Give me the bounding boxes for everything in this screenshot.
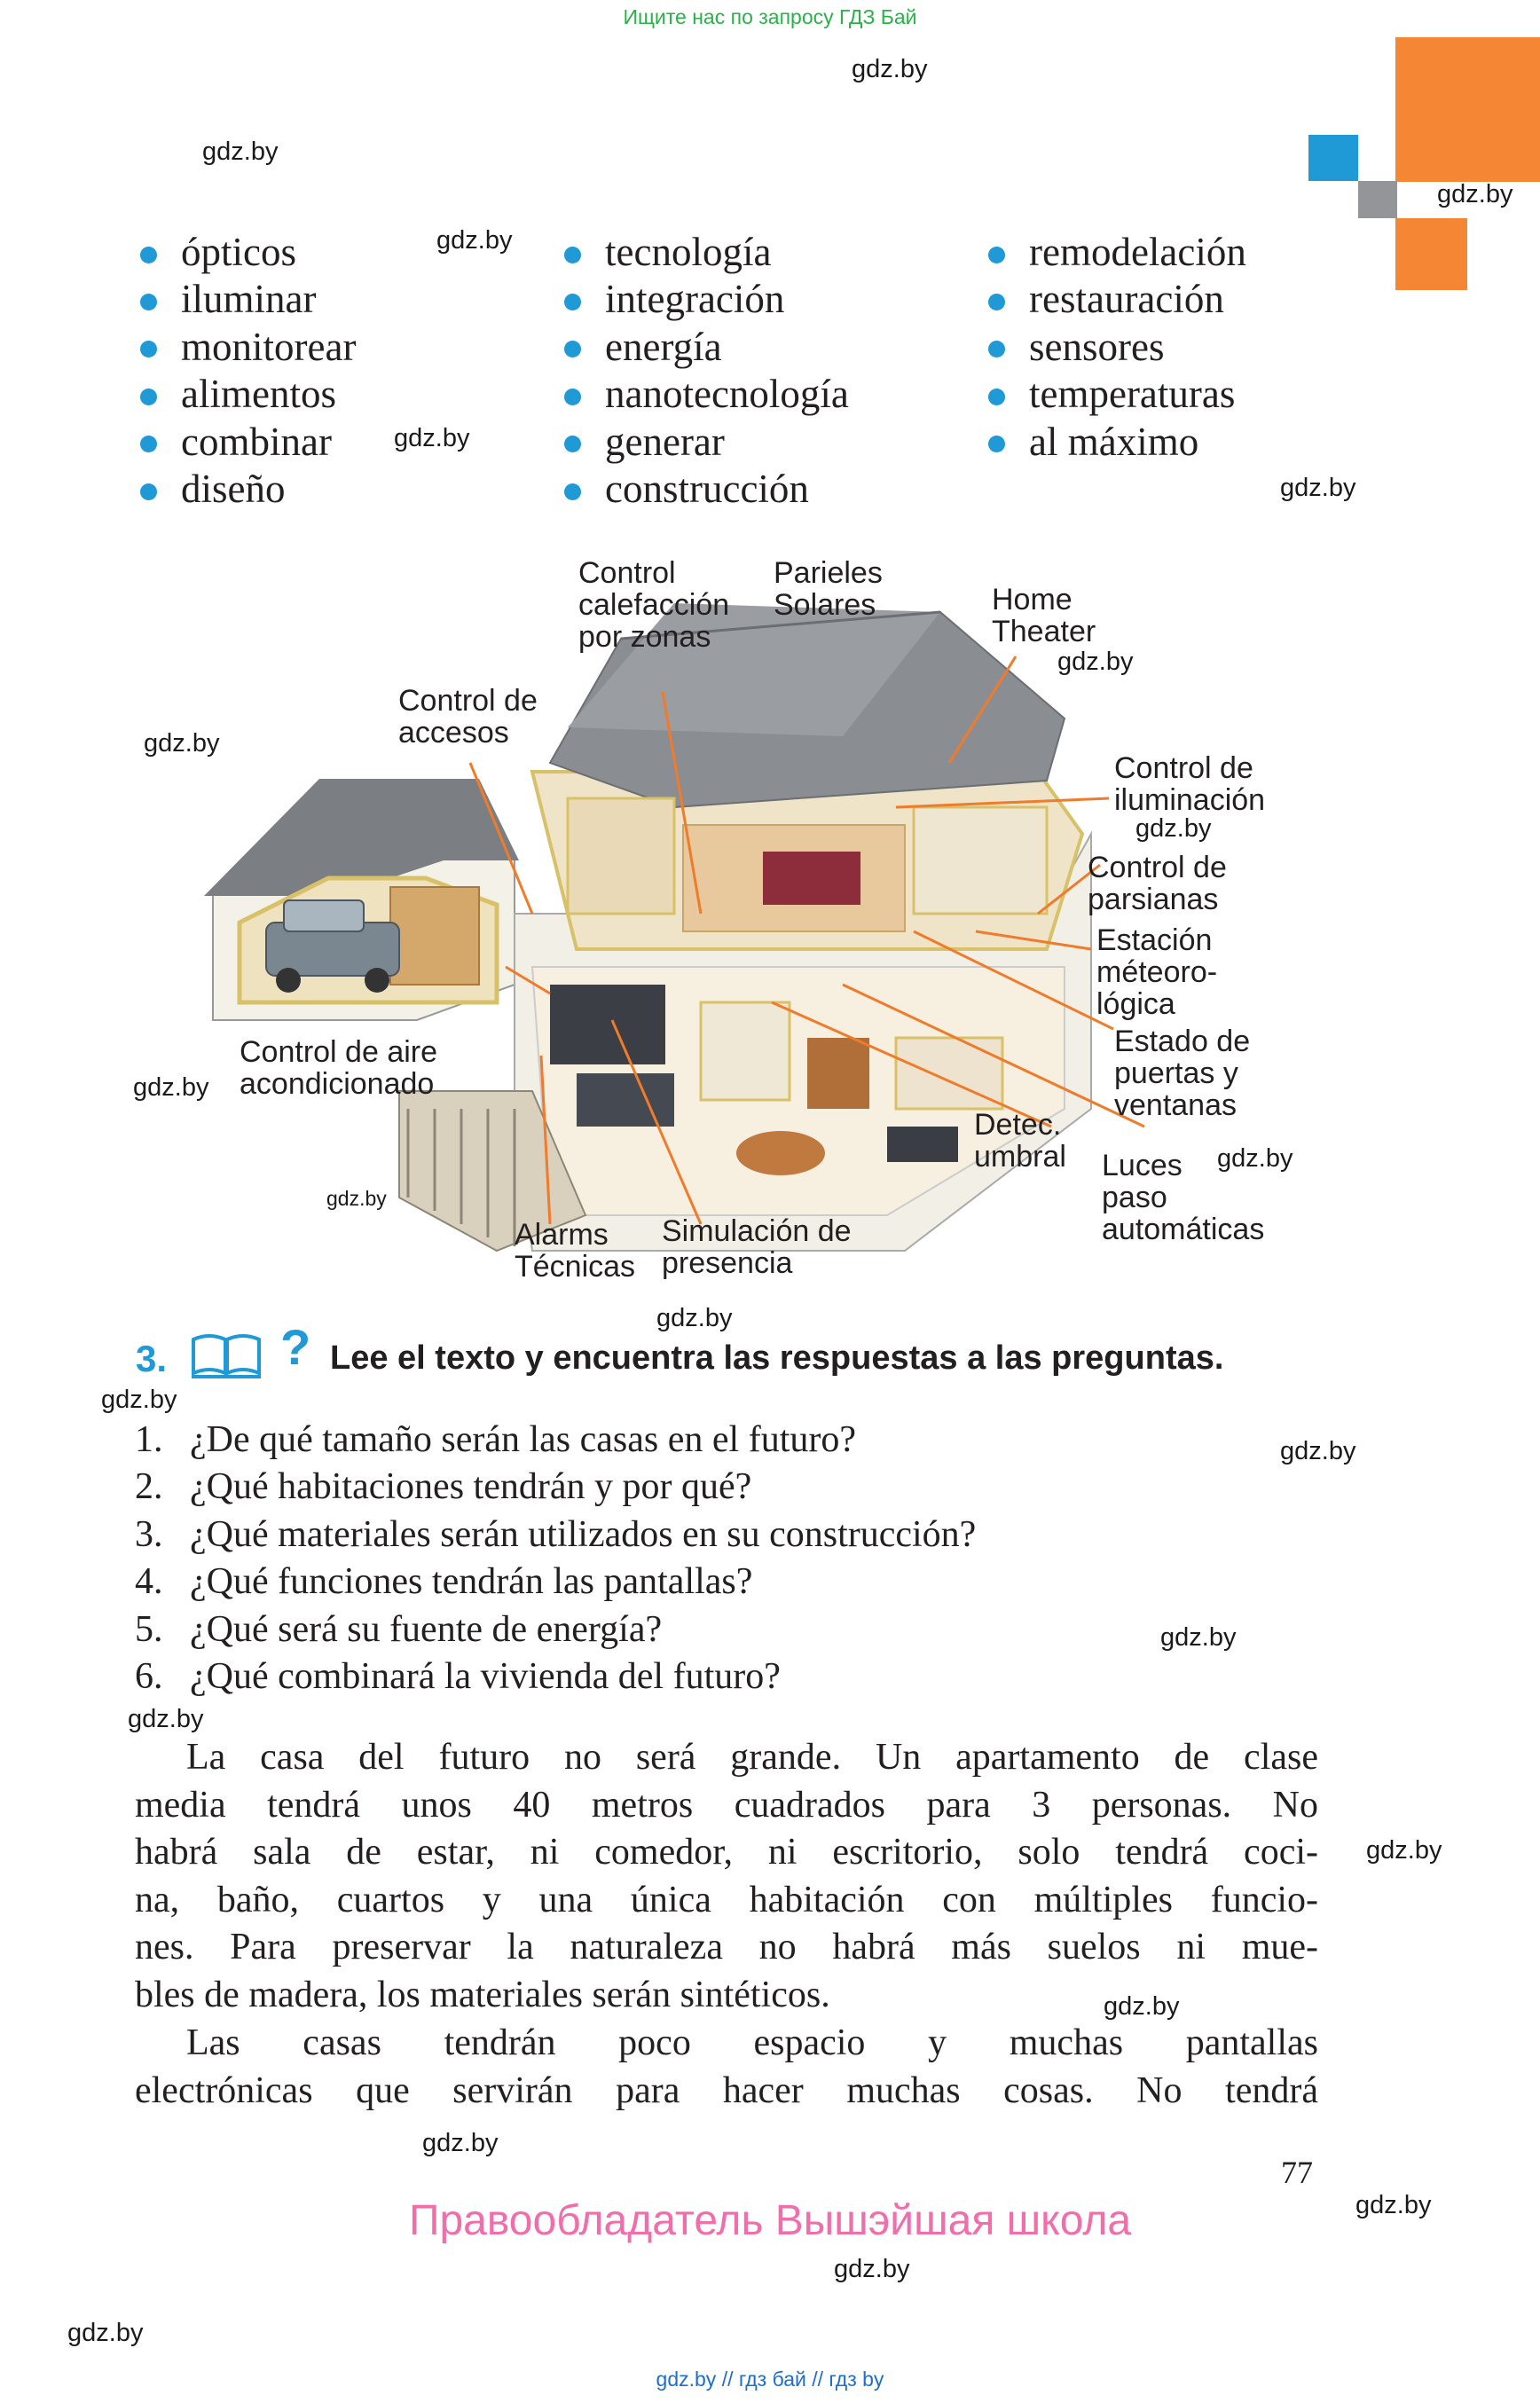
paragraph-2: Las casas tendrán poco espacio y muchas pantallas electrónicas que servirán para hacer muchas cosas. No tendrá xyxy=(135,2022,1318,2111)
word-item: iluminar xyxy=(140,276,356,323)
smart-house-diagram xyxy=(0,541,1540,1304)
label-home-theater: Home Theater xyxy=(992,583,1096,648)
word-item: monitorear xyxy=(140,324,356,371)
top-notice: Ищите нас по запросу ГДЗ Бай xyxy=(623,5,917,28)
copyright-notice: Правообладатель Вышэйшая школа xyxy=(408,2197,1132,2244)
bullet-dot-icon xyxy=(140,483,157,500)
bullet-dot-icon xyxy=(564,247,581,263)
exercise-number: 3. xyxy=(136,1338,168,1379)
label-control-accesos: Control de accesos xyxy=(398,684,538,750)
bullet-dot-icon xyxy=(988,294,1005,310)
word-item: construcción xyxy=(564,466,849,513)
watermark: gdz.by xyxy=(1437,180,1513,208)
watermark: gdz.by xyxy=(1104,1992,1180,2021)
decor-gray-square xyxy=(1358,181,1397,218)
house-illustration xyxy=(0,541,1540,1304)
watermark: gdz.by xyxy=(422,2129,499,2157)
label-paneles-solares: Parieles Solares xyxy=(774,556,883,622)
question-item: 6. ¿Qué combinará la vivienda del futuro? xyxy=(135,1655,781,1697)
bullet-dot-icon xyxy=(988,436,1005,452)
label-control-aire: Control de aire acondicionado xyxy=(240,1035,438,1101)
watermark: gdz.by xyxy=(1160,1623,1237,1652)
bullet-dot-icon xyxy=(564,389,581,405)
question-item: 2. ¿Qué habitaciones tendrán y por qué? xyxy=(135,1466,752,1508)
bottom-links[interactable]: gdz.by // гдз бай // гдз by xyxy=(656,2368,884,2391)
label-estacion-meteorologica: Estación méteoro- lógica xyxy=(1096,923,1218,1021)
bullet-dot-icon xyxy=(564,341,581,357)
watermark: gdz.by xyxy=(1355,2191,1432,2219)
bullet-dot-icon xyxy=(564,294,581,310)
label-detec-umbral: Detec. umbral xyxy=(974,1108,1066,1174)
watermark: gdz.by xyxy=(67,2319,144,2347)
exercise-title: Lee el texto y encuentra las respuestas a las preguntas. xyxy=(330,1339,1224,1377)
word-item: diseño xyxy=(140,466,356,513)
word-item: al máximo xyxy=(988,419,1246,466)
bullet-dot-icon xyxy=(140,247,157,263)
watermark: gdz.by xyxy=(1217,1144,1293,1173)
bullet-dot-icon xyxy=(988,247,1005,263)
label-luces-paso: Luces paso automáticas xyxy=(1102,1149,1265,1246)
watermark: gdz.by xyxy=(101,1386,177,1414)
watermark: gdz.by xyxy=(1135,814,1212,843)
word-item: alimentos xyxy=(140,371,356,418)
page-number: 77 xyxy=(1281,2155,1313,2190)
label-control-persianas: Control de parsianas xyxy=(1088,851,1227,916)
bullet-dot-icon xyxy=(988,389,1005,405)
word-item: sensores xyxy=(988,324,1246,371)
watermark: gdz.by xyxy=(834,2255,910,2283)
watermark: gdz.by xyxy=(133,1073,209,1102)
watermark: gdz.by xyxy=(326,1187,387,1210)
decor-orange-square-large xyxy=(1395,37,1540,182)
bullet-dot-icon xyxy=(564,436,581,452)
word-item: ópticos xyxy=(140,229,356,276)
label-control-iluminacion: Control de iluminación xyxy=(1114,751,1266,817)
bullet-dot-icon xyxy=(564,483,581,500)
word-column-3 xyxy=(988,229,1246,466)
word-item: combinar xyxy=(140,419,356,466)
label-alarms-tecnicas: Alarms Técnicas xyxy=(515,1218,636,1284)
bullet-dot-icon xyxy=(140,294,157,310)
word-item: remodelación xyxy=(988,229,1246,276)
label-simulacion-presencia: Simulación de presencia xyxy=(662,1214,852,1280)
bullet-dot-icon xyxy=(140,436,157,452)
watermark: gdz.by xyxy=(1280,474,1356,502)
open-book-icon xyxy=(190,1329,263,1378)
watermark: gdz.by xyxy=(436,226,513,255)
word-item: integración xyxy=(564,276,849,323)
word-item: nanotecnología xyxy=(564,371,849,418)
question-item: 5. ¿Qué será su fuente de energía? xyxy=(135,1608,663,1650)
word-item: temperaturas xyxy=(988,371,1246,418)
watermark: gdz.by xyxy=(1057,648,1134,676)
word-item: tecnología xyxy=(564,229,849,276)
watermark: gdz.by xyxy=(394,424,470,452)
label-estado-puertas: Estado de puertas y ventanas xyxy=(1114,1025,1251,1122)
word-item: restauración xyxy=(988,276,1246,323)
word-column-1 xyxy=(140,229,356,513)
word-item: energía xyxy=(564,324,849,371)
watermark: gdz.by xyxy=(128,1705,204,1733)
question-item: 1. ¿De qué tamaño serán las casas en el futuro? xyxy=(135,1419,856,1460)
label-control-calefaccion: Control calefacción por zonas xyxy=(578,556,730,654)
word-column-2 xyxy=(564,229,849,513)
question-mark-icon: ? xyxy=(280,1319,311,1375)
question-list xyxy=(135,1417,976,1700)
watermark: gdz.by xyxy=(1366,1836,1442,1865)
watermark: gdz.by xyxy=(202,137,279,166)
watermark: gdz.by xyxy=(656,1304,733,1332)
bullet-dot-icon xyxy=(140,389,157,405)
question-item: 4. ¿Qué funciones tendrán las pantallas? xyxy=(135,1561,753,1603)
bullet-dot-icon xyxy=(140,341,157,357)
question-item: 3. ¿Qué materiales serán utilizados en su construcción? xyxy=(135,1513,977,1555)
watermark: gdz.by xyxy=(1280,1437,1356,1465)
decor-blue-square xyxy=(1308,135,1358,181)
decor-orange-square-small xyxy=(1395,218,1467,290)
garage-illustration xyxy=(204,779,519,1020)
paragraph-1: La casa del futuro no será grande. Un apartamento de clase media tendrá unos 40 metros cuadrados para 3 personas. No habrá sala de estar, ni comedor, ni escritorio, solo tendrá coci- na, baño, cuartos y una única habitación con múltiples funcio- nes. Para preservar la naturaleza no habrá más suelos ni mue- bles de madera, los materiales serán sintéticos. xyxy=(135,1737,1318,2015)
word-item: generar xyxy=(564,419,849,466)
watermark: gdz.by xyxy=(144,729,220,758)
watermark: gdz.by xyxy=(852,55,928,83)
bullet-dot-icon xyxy=(988,341,1005,357)
